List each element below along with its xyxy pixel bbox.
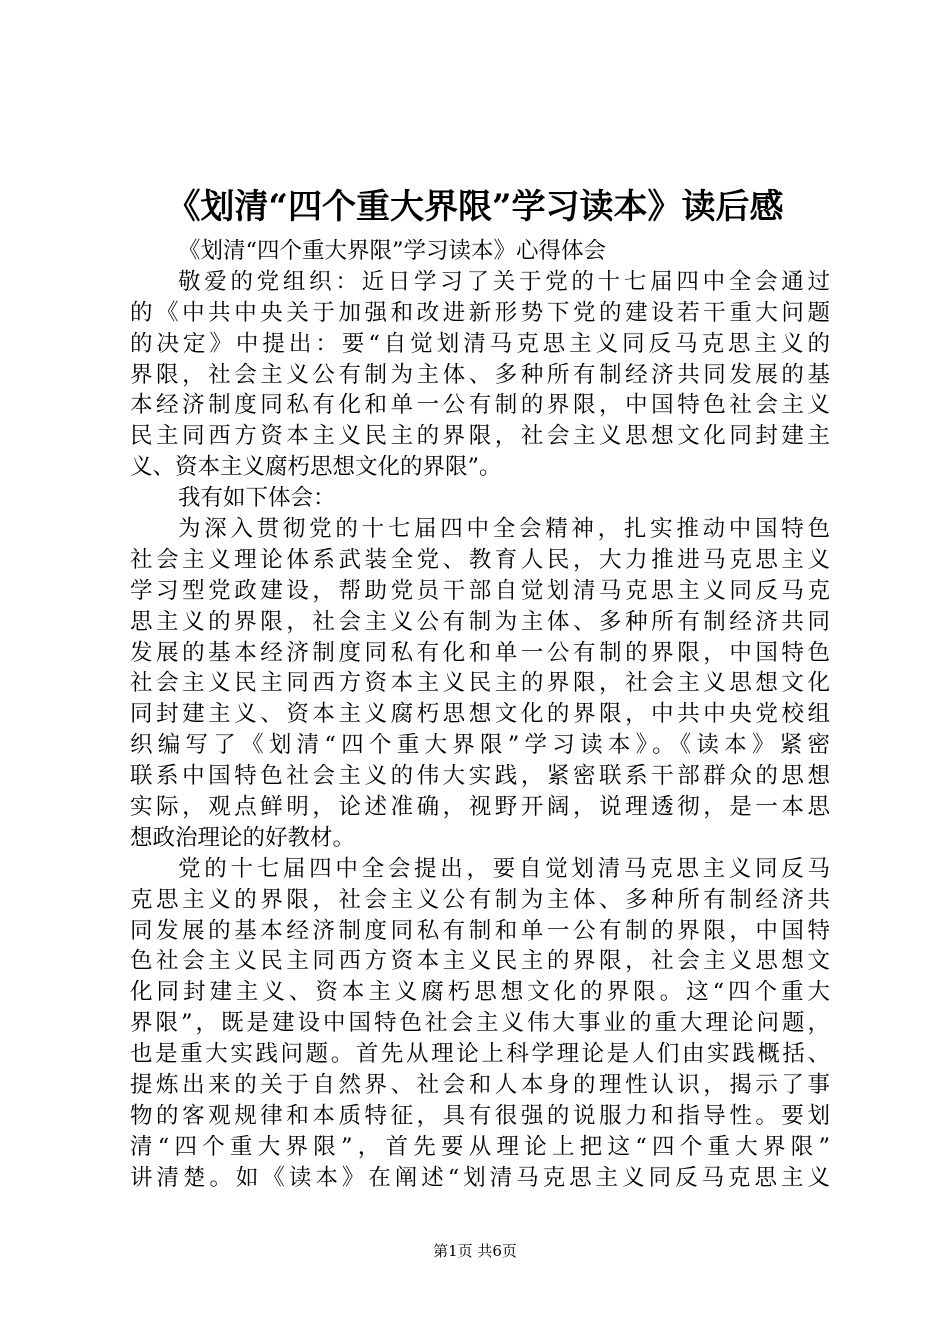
text-line: 化同封建主义、资本主义腐朽思想文化的界限。这“四个重大 <box>130 979 830 1006</box>
text-line: 为深入贯彻党的十七届四中全会精神，扎实推动中国特色 <box>178 516 830 543</box>
text-line: 《划清“四个重大界限”学习读本》心得体会 <box>178 238 607 264</box>
text-line: 界限”，既是建设中国特色社会主义伟大事业的重大理论问题， <box>130 1010 830 1037</box>
text-line: 讲清楚。如《读本》在阐述“划清马克思主义同反马克思主义 <box>130 1164 830 1191</box>
text-line: 发展的基本经济制度同私有化和单一公有制的界限，中国特色 <box>130 639 830 666</box>
text-line: 物的客观规律和本质特征，具有很强的说服力和指导性。要划 <box>130 1102 830 1129</box>
text-line: 实际，观点鲜明，论述准确，视野开阔，说理透彻，是一本思 <box>130 794 830 821</box>
text-line: 本经济制度同私有化和单一公有制的界限，中国特色社会主义 <box>130 392 830 419</box>
text-line: 党的十七届四中全会提出，要自觉划清马克思主义同反马 <box>178 855 830 882</box>
text-line: 敬爱的党组织：近日学习了关于党的十七届四中全会通过 <box>178 268 830 295</box>
text-line: 想政治理论的好教材。 <box>130 824 356 851</box>
text-line: 同封建主义、资本主义腐朽思想文化的界限，中共中央党校组 <box>130 701 830 728</box>
text-line: 联系中国特色社会主义的伟大实践，紧密联系干部群众的思想 <box>130 763 830 790</box>
text-line: 思主义的界限，社会主义公有制为主体、多种所有制经济共同 <box>130 608 830 635</box>
text-line: 同发展的基本经济制度同私有制和单一公有制的界限，中国特 <box>130 917 830 944</box>
text-line: 社会主义民主同西方资本主义民主的界限，社会主义思想文化 <box>130 670 830 697</box>
document-body <box>130 236 830 1194</box>
text-line: 界限，社会主义公有制为主体、多种所有制经济共同发展的基 <box>130 361 830 388</box>
text-line: 克思主义的界限，社会主义公有制为主体、多种所有制经济共 <box>130 886 830 913</box>
document-title: 《划清“四个重大界限”学习读本》读后感 <box>166 187 784 227</box>
text-line: 提炼出来的关于自然界、社会和人本身的理性认识，揭示了事 <box>130 1072 830 1099</box>
text-line: 的决定》中提出：要“自觉划清马克思主义同反马克思主义的 <box>130 330 830 357</box>
page-footer: 第1页 共6页 <box>433 1242 517 1260</box>
text-line: 义、资本主义腐朽思想文化的界限”。 <box>130 454 502 481</box>
text-line: 也是重大实践问题。首先从理论上科学理论是人们由实践概括、 <box>130 1041 830 1068</box>
text-line: 的《中共中央关于加强和改进新形势下党的建设若干重大问题 <box>130 299 830 326</box>
text-line: 民主同西方资本主义民主的界限，社会主义思想文化同封建主 <box>130 423 830 450</box>
text-line: 学习型党政建设，帮助党员干部自觉划清马克思主义同反马克 <box>130 577 830 604</box>
text-line: 色社会主义民主同西方资本主义民主的界限，社会主义思想文 <box>130 948 830 975</box>
text-line: 我有如下体会： <box>178 485 336 512</box>
text-line: 社会主义理论体系武装全党、教育人民，大力推进马克思主义 <box>130 546 830 573</box>
text-line: 织编写了《划清“四个重大界限”学习读本》。《读本》紧密 <box>130 732 830 759</box>
text-line: 清“四个重大界限”，首先要从理论上把这“四个重大界限” <box>130 1133 830 1160</box>
